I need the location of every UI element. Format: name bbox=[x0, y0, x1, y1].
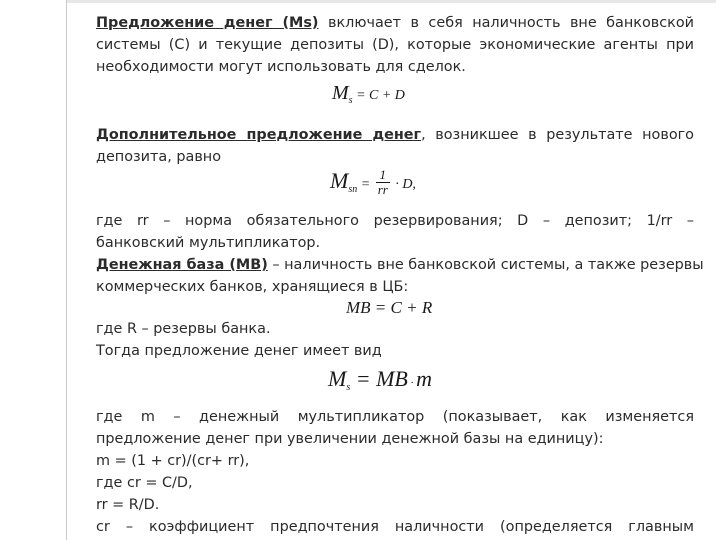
formula-subscript: sn bbox=[348, 184, 358, 195]
additional-supply-line-1 bbox=[96, 124, 694, 146]
formula-subscript: s bbox=[346, 382, 351, 393]
formula-equals: = bbox=[357, 177, 374, 192]
ms-definition-line-3: необходимости могут использовать для сделок. bbox=[96, 59, 466, 75]
monetary-base-term: Денежная база (МВ) bbox=[96, 257, 268, 273]
multiplier-line-5: rr = R/D. bbox=[96, 497, 160, 513]
multiplier-line-4: где cr = C/D, bbox=[96, 475, 193, 491]
formula-tail: · D, bbox=[391, 177, 416, 192]
fraction-denominator: rr bbox=[377, 182, 388, 198]
where-rr-line-2: банковский мультипликатор. bbox=[96, 235, 321, 251]
multiplier-line-3: m = (1 + cr)/(cr+ rr), bbox=[96, 453, 250, 469]
additional-supply-line-2: депозита, равно bbox=[96, 149, 222, 165]
money-supply-term: Предложение денег (Ms) bbox=[96, 15, 319, 31]
where-r-line-1: где R – резервы банка. bbox=[96, 321, 271, 337]
monetary-base-line-1 bbox=[96, 254, 704, 276]
ms-definition-line-2: системы (C) и текущие депозиты (D), которые экономические агенты при bbox=[96, 37, 694, 53]
formula-fraction bbox=[376, 168, 390, 197]
formula-subscript: s bbox=[348, 95, 353, 106]
monetary-base-text-1: – наличность вне банковской системы, а также резервы bbox=[267, 257, 704, 273]
where-r-line-2: Тогда предложение денег имеет вид bbox=[96, 343, 382, 359]
formula-m-symbol: M bbox=[328, 366, 347, 391]
ms-definition-text-1: включает в себя наличность вне банковской bbox=[318, 15, 694, 31]
additional-supply-text-1: , возникшее в результате нового bbox=[421, 127, 694, 143]
fraction-numerator: 1 bbox=[376, 168, 390, 183]
where-rr-line-1: где rr – норма обязательного резервирования; D – депозит; 1/rr – bbox=[96, 213, 694, 229]
monetary-base-line-2: коммерческих банков, хранящиеся в ЦБ: bbox=[96, 279, 409, 295]
ms-definition-line-1 bbox=[96, 12, 694, 34]
formula-rhs: = MB bbox=[350, 366, 408, 391]
multiplier-line-1: где m – денежный мультипликатор (показывает, как изменяется bbox=[96, 409, 694, 425]
formula-money-supply-mb bbox=[328, 366, 432, 393]
multiplier-line-2: предложение денег при увеличении денежной базы на единицу): bbox=[96, 431, 604, 447]
formula-rhs: = C + D bbox=[352, 88, 405, 103]
formula-m-symbol: M bbox=[330, 168, 349, 193]
formula-money-supply bbox=[332, 82, 405, 106]
multiplier-line-6: cr – коэффициент предпочтения наличности (определяется главным bbox=[96, 519, 694, 535]
formula-dot: · bbox=[407, 377, 417, 389]
formula-additional-supply bbox=[330, 168, 416, 197]
formula-multiplier-symbol: m bbox=[416, 366, 432, 391]
formula-m-symbol: M bbox=[332, 82, 349, 104]
additional-supply-term: Дополнительное предложение денег bbox=[96, 127, 422, 143]
formula-monetary-base: MB = C + R bbox=[346, 298, 433, 317]
